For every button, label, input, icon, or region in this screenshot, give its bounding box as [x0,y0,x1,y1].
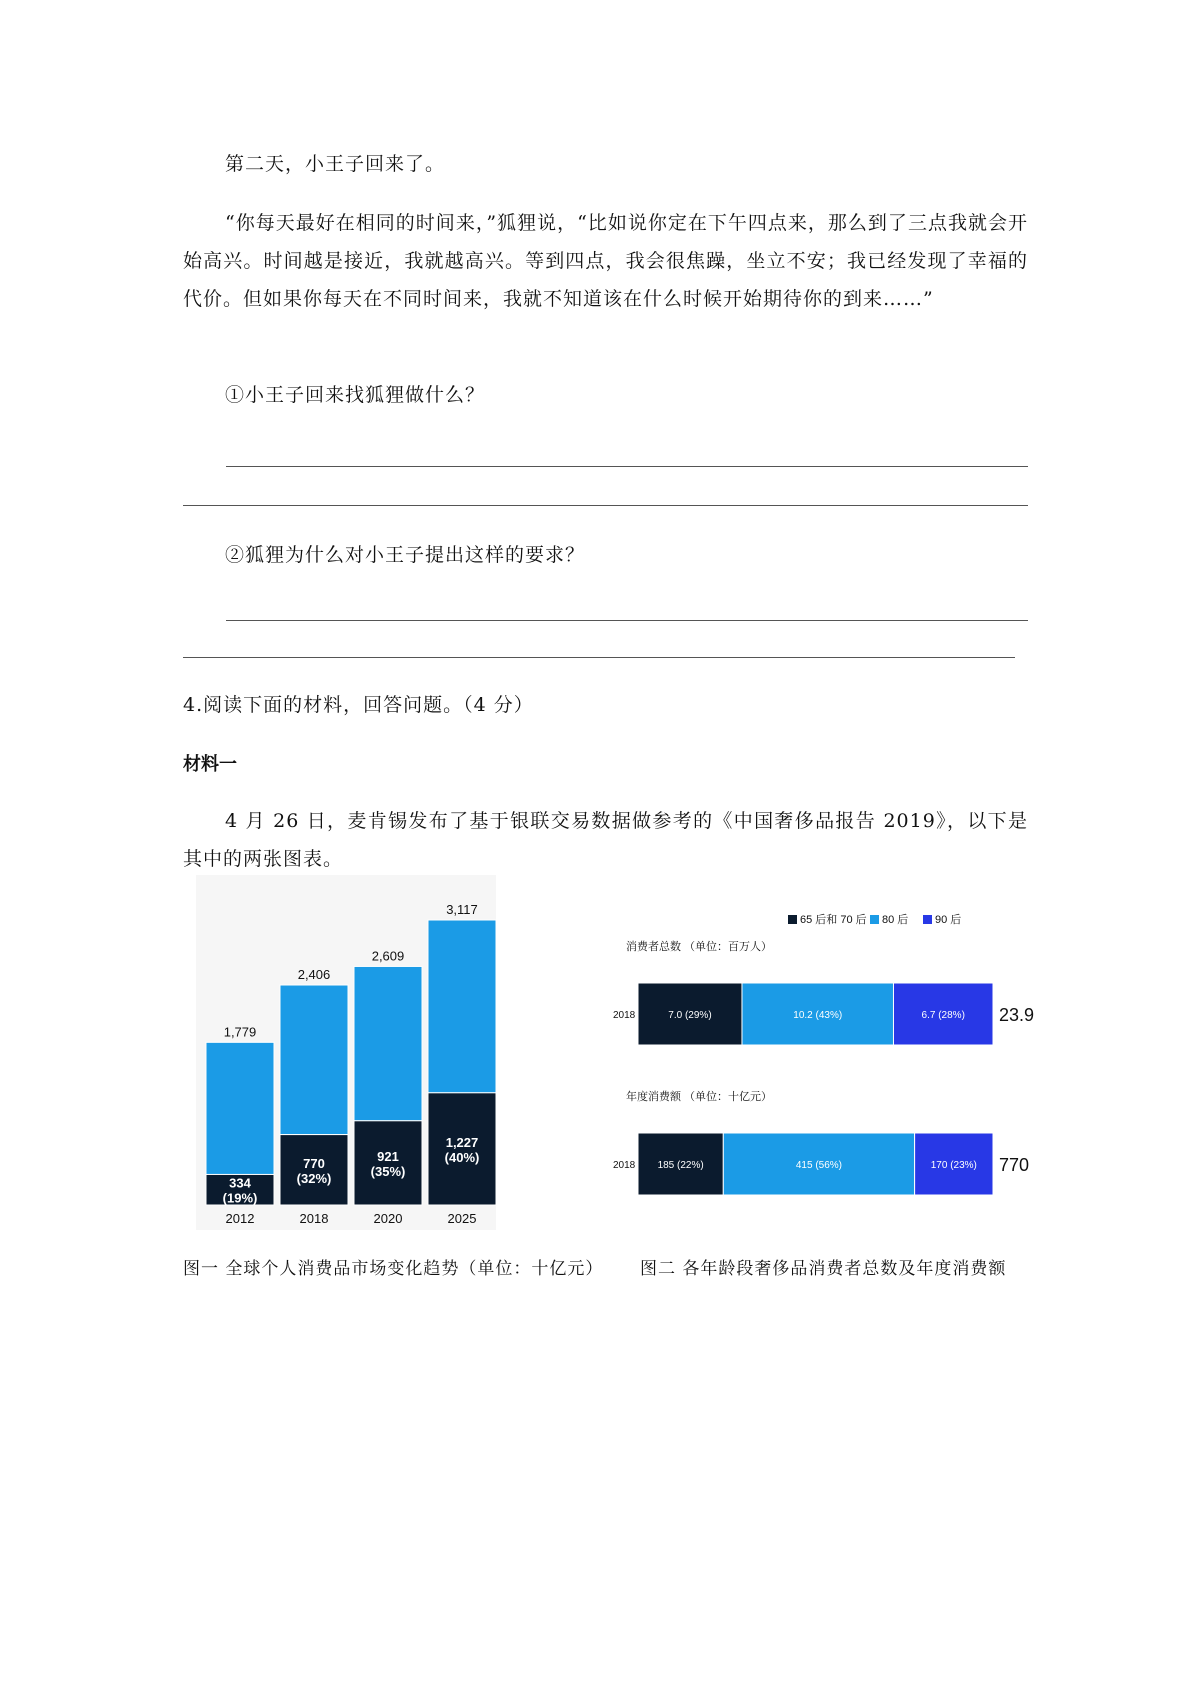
bar-segment-label: 334 [229,1175,251,1191]
paragraph-1: 第二天，小王子回来了。 [225,153,446,175]
question-1: ①小王子回来找狐狸做什么？ [225,384,486,406]
paragraph-fox-quote: “你每天最好在相同的时间来，”狐狸说，“比如说你定在下午四点来，那么到了三点我就会开始高兴。时间越是接近，我就越高兴。等到四点，我会很焦躁，坐立不安；我已经发现了幸福的代价。但如果你每天在不同时间来，我就不知道该在什么时候开始期待你的到来……” [183,212,1028,310]
figure-2-horizontal-bar-chart [608,900,1038,1230]
bar-segment-label: (32%) [296,1170,332,1186]
x-tick-label: 2012 [225,1211,255,1226]
material-title: 材料一 [183,754,237,775]
bar-total-label: 2,406 [297,967,331,983]
legend-label: 65 后和 70 后 [800,914,867,926]
legend-label: 80 后 [882,914,909,926]
answer-line[interactable] [183,657,1015,658]
bar-segment-label: 770 [303,1155,325,1171]
bar-segment-label: 185 (22%) [657,1160,704,1171]
x-tick-label: 2018 [299,1211,329,1226]
paragraph-report-intro: 4 月 26 日，麦肯锡发布了基于银联交易数据做参考的《中国奢侈品报告 2019》，以下是其中的两张图表。 [183,810,1028,870]
bar-segment-light [206,1042,274,1174]
question-2: ②狐狸为什么对小王子提出这样的要求？ [225,544,586,566]
answer-line[interactable] [183,505,1028,506]
legend-label: 90 后 [935,914,962,926]
bar-total-label: 3,117 [446,902,478,917]
answer-line[interactable] [226,620,1028,621]
answer-line[interactable] [226,466,1028,467]
figure-1-stacked-bar-chart [196,875,496,1230]
figure-2-caption: 图二 各年龄段奢侈品消费者总数及年度消费额 [640,1259,1007,1279]
bar-total-label: 23.9 [999,1005,1035,1025]
bar-segment-label: 6.7 (28%) [921,1010,965,1021]
bar-segment-label: 1,227 [445,1134,479,1150]
bar-segment-label: 7.0 (29%) [668,1010,712,1021]
question-4-heading: 4.阅读下面的材料，回答问题。（4 分） [183,694,534,716]
bar-total-label: 1,779 [223,1024,257,1040]
x-tick-label: 2020 [373,1211,403,1226]
legend-swatch [788,915,797,924]
bar-segment-light [354,966,422,1120]
bar-segment-label: (35%) [370,1163,406,1179]
legend-swatch [870,915,879,924]
bar-segment-label: 170 (23%) [930,1160,977,1171]
bar-segment-label: 10.2 (43%) [793,1010,843,1021]
bar-total-label: 770 [999,1155,1030,1175]
bar-segment-label: 415 (56%) [795,1160,843,1171]
bar-segment-label: (40%) [444,1149,480,1165]
bar-segment-light [428,920,496,1093]
panel-title: 消费者总数 （单位：百万人） [626,941,773,953]
bar-total-label: 2,609 [371,948,405,964]
bar-segment-light [280,985,348,1135]
panel-title: 年度消费额 （单位：十亿元） [626,1091,773,1103]
y-tick-label: 2018 [613,1010,636,1021]
y-tick-label: 2018 [613,1160,636,1171]
bar-segment-label: 921 [377,1148,399,1164]
bar-segment-label: (19%) [222,1190,258,1206]
x-tick-label: 2025 [447,1211,477,1226]
figure-1-caption: 图一 全球个人消费品市场变化趋势（单位：十亿元） [183,1259,604,1279]
legend-swatch [923,915,932,924]
